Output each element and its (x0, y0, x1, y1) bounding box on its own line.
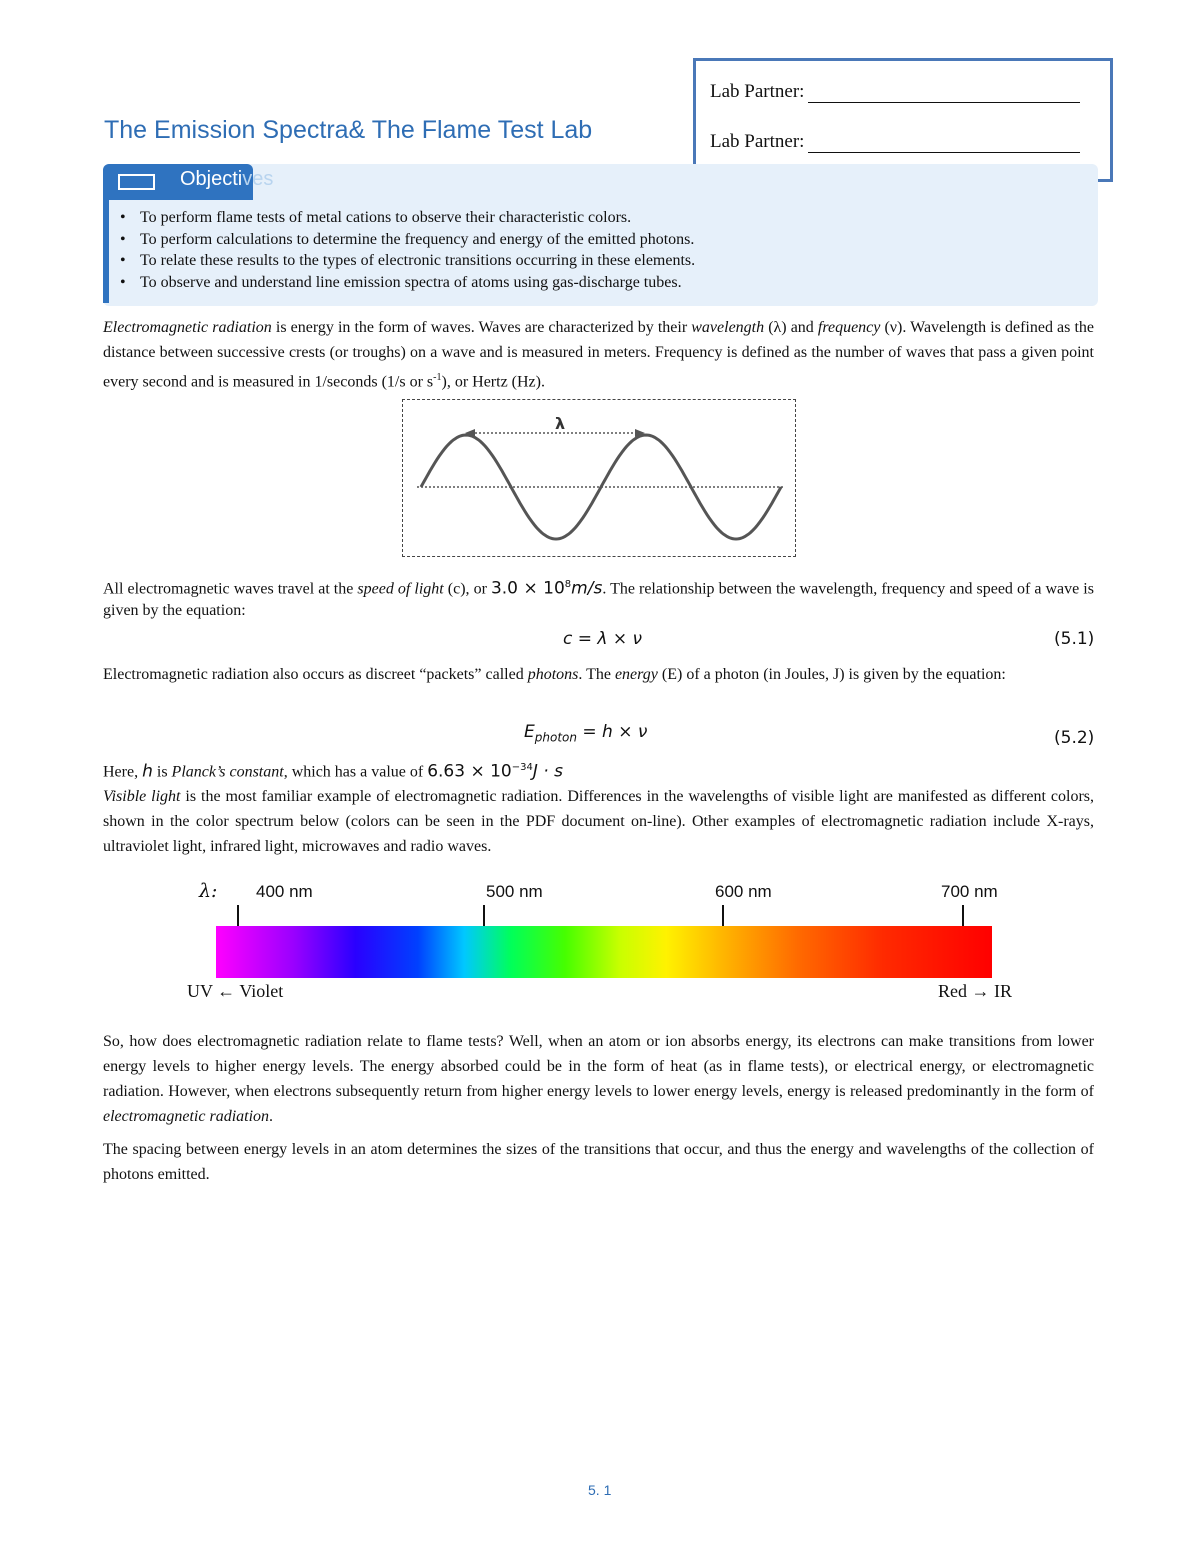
superscript: -1 (433, 372, 442, 383)
spectrum-tick-label: 400 nm (256, 882, 313, 901)
term-frequency: frequency (817, 319, 881, 336)
spectrum-tick-label: 500 nm (486, 882, 543, 901)
text: All electromagnetic waves travel at the (103, 580, 358, 598)
text: is (152, 763, 172, 781)
lab-partner-field-2[interactable] (808, 134, 1080, 153)
paragraph-planck (103, 755, 1094, 784)
spectrum-tick-label: 600 nm (715, 882, 772, 901)
spectrum-left-label: UV ← Violet (187, 981, 284, 1001)
text: . (269, 1108, 274, 1125)
equation-2-subscript: photon (534, 730, 577, 745)
text: is the most familiar example of electromagnetic radiation. Differences in the wavelengths of visible light are manifested as different colors, shown in the color spectrum below (colors can be seen in the PDF document on-line). Other examples of electromagnetic radiation include X-rays, ultraviolet light, infrared light, microwaves and radio waves. (103, 788, 1094, 855)
objective-item: • To perform flame tests of metal cations to observe their characteristic colors. (120, 207, 695, 229)
spectrum-tick (237, 905, 239, 927)
text: . The relationship between the wavelength, frequency and speed of a wave is given by the equation: (103, 580, 1094, 620)
text: ), or Hertz (Hz). (441, 373, 545, 391)
term-visible-light: Visible light (103, 788, 181, 805)
speed-unit: m/s (571, 578, 603, 599)
equation-2-lhs: E (524, 722, 535, 742)
objective-item: • To perform calculations to determine the frequency and energy of the emitted photons. (120, 229, 695, 251)
spectrum-tick (722, 905, 724, 927)
spectrum-right-label: Red → IR (938, 981, 1012, 1001)
paragraph-visible-light (103, 784, 1094, 859)
paragraph-energy-levels (103, 1137, 1094, 1187)
objectives-side-bar (103, 195, 109, 303)
objective-item: • To observe and understand line emission spectra of atoms using gas-discharge tubes. (120, 272, 695, 294)
page-number: 5. 1 (588, 1482, 612, 1498)
text: (ν). Wavelength is defined as the distance between successive crests (or troughs) on a wave and is measured in meters. Frequency is defined as the number of waves that pass a given point every second and is measured in 1/seconds (1/s or s (103, 319, 1095, 391)
objectives-box-icon (118, 174, 155, 190)
spectrum-tick (962, 905, 964, 927)
term-speed-of-light: speed of light (357, 580, 444, 598)
term-wavelength: wavelength (691, 319, 765, 336)
paragraph-photons (103, 664, 1094, 686)
text: The spacing between energy levels in an atom determines the sizes of the transitions that occur, and thus the energy and wavelengths of the collection of photons emitted. (103, 1141, 1094, 1183)
objectives-heading-main: Objecti (180, 168, 243, 190)
term-photons: photons (527, 666, 579, 683)
lab-partner-row-1 (710, 81, 1080, 103)
term-planck-constant: Planck’s constant (171, 763, 284, 781)
spectrum-tick (483, 905, 485, 927)
wave-diagram (403, 400, 795, 556)
equation-1-number: (5.1) (1054, 629, 1095, 649)
objectives-heading-faded: ves (242, 168, 274, 190)
objectives-list (120, 207, 695, 293)
equation-2-number: (5.2) (1054, 728, 1095, 748)
objective-item: • To relate these results to the types of electronic transitions occurring in these elements. (120, 250, 695, 272)
paragraph-em-radiation (103, 315, 1094, 394)
spectrum-tick-label: 700 nm (941, 882, 998, 901)
term-electromagnetic-radiation: electromagnetic radiation (103, 1108, 270, 1125)
text: So, how does electromagnetic radiation relate to flame tests? Well, when an atom or ion absorbs energy, its electrons can make transitions from lower energy levels to higher energy levels. The energy absorbed could be in the form of heat (as in flame tests), or electrical energy, or electromagnetic radiation. However, when electrons subsequently return from higher energy levels to lower energy levels, energy is released predominantly in the form of (103, 1033, 1094, 1100)
planck-symbol: h (142, 761, 153, 782)
spectrum-lambda-label: λ: (199, 880, 218, 902)
text: (c), or (443, 580, 491, 598)
lab-partner-row-2 (710, 131, 1080, 153)
term-energy: energy (614, 666, 658, 683)
lab-partner-label-2: Lab Partner: (710, 131, 805, 152)
equation-1-text: c = λ × ν (563, 629, 643, 649)
text: is energy in the form of waves. Waves are characterized by their (271, 319, 692, 336)
planck-value: 6.63 × 10 (427, 761, 512, 782)
page-title: The Emission Spectra& The Flame Test Lab (104, 116, 593, 144)
lab-partner-label-1: Lab Partner: (710, 81, 805, 102)
speed-exponent: 8 (564, 579, 572, 590)
text: Electromagnetic radiation also occurs as discreet “packets” called (103, 666, 528, 683)
equation-2 (524, 722, 647, 744)
speed-value: 3.0 × 10 (490, 578, 565, 599)
term-em-radiation: Electromagnetic radiation (103, 319, 272, 336)
text: . The (578, 666, 615, 683)
lab-partner-field-1[interactable] (808, 84, 1080, 103)
objectives-heading (180, 168, 273, 191)
text: (E) of a photon (in Joules, J) is given by the equation: (657, 666, 1006, 683)
equation-1 (563, 629, 642, 649)
planck-exponent: −34 (511, 762, 533, 773)
planck-unit: J · s (532, 761, 563, 782)
wavelength-label: λ (555, 414, 566, 433)
text: (λ) and (764, 319, 818, 336)
wave-figure (402, 399, 796, 557)
color-spectrum-bar (216, 926, 992, 978)
text: Here, (103, 763, 143, 781)
text: , which has a value of (283, 763, 428, 781)
paragraph-speed-of-light (103, 574, 1094, 622)
equation-2-rhs: = h × ν (576, 722, 648, 742)
paragraph-flame-tests (103, 1029, 1094, 1129)
